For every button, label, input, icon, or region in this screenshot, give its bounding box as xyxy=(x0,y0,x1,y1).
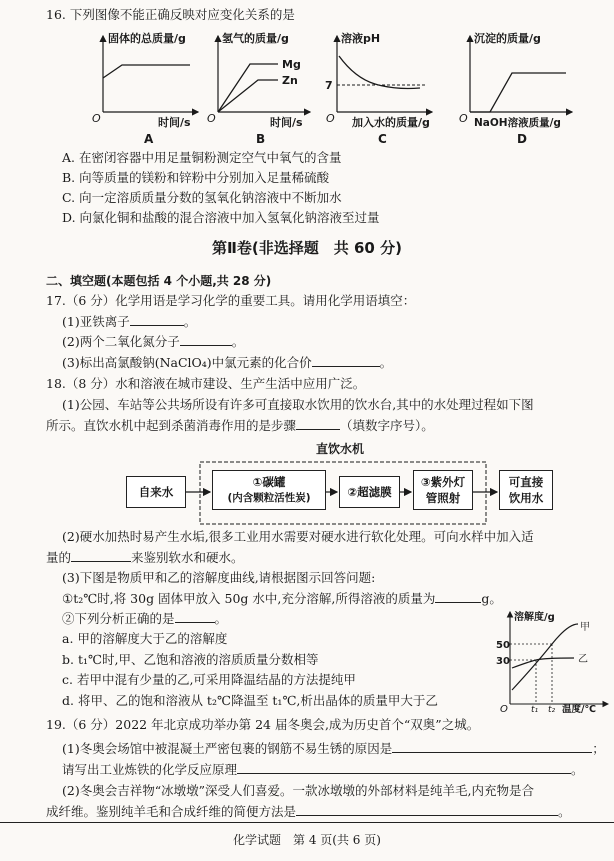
graph-b-origin: O xyxy=(207,112,216,125)
q18-stem: 18.（8 分）水和溶液在城市建设、生产生活中应用广泛。 xyxy=(46,376,366,391)
graph-c-ylabel: 溶液pH xyxy=(341,32,381,45)
graph-c-tick: 7 xyxy=(325,79,333,92)
graph-b-series-zn: Zn xyxy=(282,74,298,87)
sol-series-yi: 乙 xyxy=(578,654,588,665)
q18-choice-d: d. 将甲、乙的饱和溶液从 t₂℃降温至 t₁℃,析出晶体的质量甲大于乙 xyxy=(62,693,438,708)
graph-d xyxy=(459,31,572,146)
solubility-chart xyxy=(488,604,612,714)
q16-option-b: B. 向等质量的镁粉和锌粉中分别加入足量稀硫酸 xyxy=(62,170,330,185)
flow-box-ultrafilter: ②超滤膜 xyxy=(339,476,400,508)
sol-ylabel: 溶解度/g xyxy=(514,612,555,623)
q18-p3-1: ①t₂℃时,将 30g 固体甲放入 50g 水中,充分溶解,所得溶液的质量为 g。 xyxy=(62,591,502,606)
sol-ytick-30: 30 xyxy=(496,656,510,667)
graph-b-series-mg: Mg xyxy=(282,58,301,71)
q16-option-c: C. 向一定溶质质量分数的氢氧化钠溶液中不断加水 xyxy=(62,190,342,205)
q16-stem: 16. 下列图像不能正确反映对应变化关系的是 xyxy=(46,7,295,22)
graph-a-xlabel: 时间/s xyxy=(158,116,191,129)
sol-xlabel: 温度/℃ xyxy=(562,704,596,714)
graph-d-curve xyxy=(470,73,566,112)
q19-p2a: (2)冬奥会吉祥物“冰墩墩”深受人们喜爱。一款冰墩墩的外部材料是纯羊毛,内充物是合 xyxy=(62,783,534,798)
graph-d-ylabel: 沉淀的质量/g xyxy=(474,32,541,45)
q19-p1: (1)冬奥会场馆中被混凝土严密包裹的钢筋不易生锈的原因是 ； xyxy=(62,741,605,756)
sol-curve-yi xyxy=(512,658,574,668)
graph-a-ylabel: 固体的总质量/g xyxy=(108,32,186,45)
q16-option-a: A. 在密闭容器中用足量铜粉测定空气中氧气的含量 xyxy=(62,150,342,165)
sol-xtick-t2: t₂ xyxy=(548,705,556,714)
q18-p1a: (1)公园、车站等公共场所设有许多可直接取水饮用的饮水台,其中的水处理过程如下图 xyxy=(62,397,534,412)
flow-box-uv: ③紫外灯 管照射 xyxy=(413,470,473,510)
graph-b-letter: B xyxy=(256,132,266,146)
graph-c xyxy=(325,31,432,146)
graph-a-letter: A xyxy=(144,132,154,146)
sol-ytick-50: 50 xyxy=(496,640,510,651)
q18-p3-2: ②下列分析正确的是 。 xyxy=(62,611,228,626)
sol-series-jia: 甲 xyxy=(580,622,590,633)
graph-c-origin: O xyxy=(326,112,335,125)
graph-c-letter: C xyxy=(378,132,387,146)
part2-title: 第Ⅱ卷(非选择题 共 60 分) xyxy=(212,239,402,257)
flow-box-tapwater: 自来水 xyxy=(126,476,186,508)
q19-p2b: 成纤维。鉴别纯羊毛和合成纤维的简便方法是 。 xyxy=(46,804,571,819)
sol-xtick-t1: t₁ xyxy=(531,705,539,714)
sol-origin: O xyxy=(500,704,508,714)
graph-b-ylabel: 氢气的质量/g xyxy=(222,32,289,45)
graph-c-xlabel: 加入水的质量/g xyxy=(352,116,430,129)
q18-p2b: 量的 来鉴别软水和硬水。 xyxy=(46,550,244,565)
flow-title: 直饮水机 xyxy=(316,442,365,456)
q19-p1b: 请写出工业炼铁的化学反应原理 。 xyxy=(62,762,584,777)
q16-graphs xyxy=(0,22,614,150)
graph-a-origin: O xyxy=(92,112,101,125)
flow-box-drinking: 可直接 饮用水 xyxy=(499,470,553,510)
sol-curve-jia xyxy=(512,624,578,690)
section2-heading: 二、填空题(本题包括 4 个小题,共 28 分) xyxy=(46,274,272,288)
q18-choice-a: a. 甲的溶解度大于乙的溶解度 xyxy=(62,631,228,646)
footer-rule xyxy=(0,822,614,823)
graph-b-xlabel: 时间/s xyxy=(270,116,303,129)
q17-item-2: (2)两个二氧化氮分子 。 xyxy=(62,334,245,349)
flow-box-carbon: ①碳罐 (内含颗粒活性炭) xyxy=(212,470,326,510)
q17-stem: 17.（6 分）化学用语是学习化学的重要工具。请用化学用语填空： xyxy=(46,293,416,308)
graph-d-xlabel: NaOH溶液质量/g xyxy=(474,117,561,129)
q18-p1b: 所示。直饮水机中起到杀菌消毒作用的是步骤 （填数字序号）。 xyxy=(46,418,434,433)
graph-a xyxy=(92,31,198,146)
graph-d-letter: D xyxy=(517,132,527,146)
q18-p2a: (2)硬水加热时易产生水垢,很多工业用水需要对硬水进行软化处理。可向水样中加入适 xyxy=(62,529,534,544)
graph-c-curve xyxy=(339,56,420,89)
graph-a-curve xyxy=(103,65,190,78)
q17-item-3: (3)标出高氯酸钠(NaClO₄)中氯元素的化合价 。 xyxy=(62,355,393,370)
q17-item-1: (1)亚铁离子 。 xyxy=(62,314,197,329)
graph-b xyxy=(207,31,310,146)
graph-d-origin: O xyxy=(459,112,468,125)
graph-b-zn-curve xyxy=(218,80,278,112)
q18-choice-c: c. 若甲中混有少量的乙,可采用降温结晶的方法提纯甲 xyxy=(62,672,356,687)
page-footer: 化学试题 第 4 页(共 6 页) xyxy=(233,833,381,847)
q18-p3: (3)下图是物质甲和乙的溶解度曲线,请根据图示回答问题: xyxy=(62,570,376,585)
q16-option-d: D. 向氯化铜和盐酸的混合溶液中加入氢氧化钠溶液至过量 xyxy=(62,210,380,225)
q18-choice-b: b. t₁℃时,甲、乙饱和溶液的溶质质量分数相等 xyxy=(62,652,319,667)
q19-stem: 19.（6 分）2022 年北京成功举办第 24 届冬奥会,成为历史首个“双奥”之城。 xyxy=(46,717,480,732)
